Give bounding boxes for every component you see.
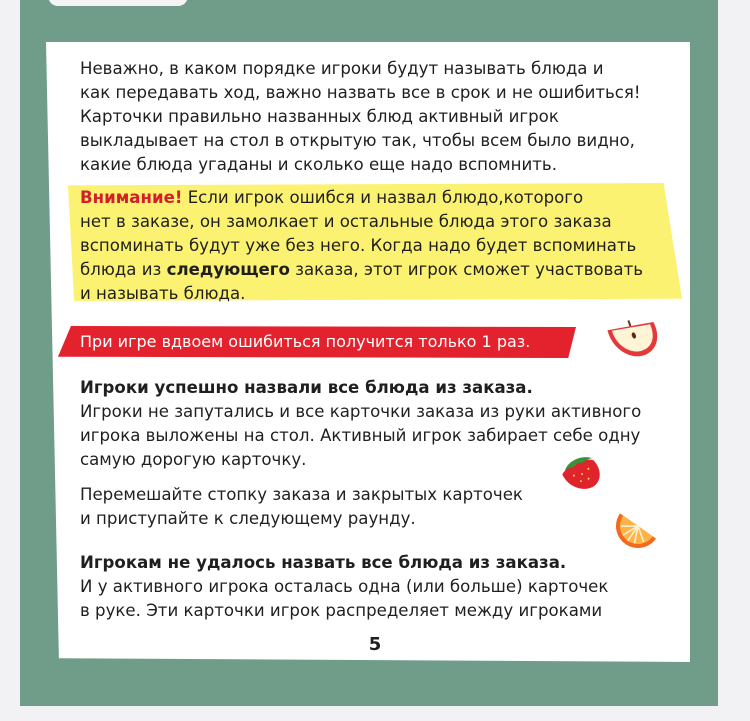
success-section: Игроки успешно назвали все блюда из заказа. Игроки не запутались и все карточки заказа из руки активного игрока выложены на стол. Активный игрок забирает себе одну самую дорогую карточку. [80,378,642,469]
next-order-emphasis: следующего [166,260,290,279]
strawberry-icon [558,452,606,496]
fail-section: Игрокам не удалось назвать все блюда из заказа. И у активного игрока осталась одна (или больше) карточек в руке. Эти карточки игрок распределяет между игроками [80,553,609,620]
fail-heading: Игрокам не удалось назвать все блюда из заказа. [80,553,567,572]
bookmark-tab [48,0,188,6]
attention-label: Внимание! [80,188,183,207]
intro-paragraph: Неважно, в каком порядке игроки будут называть блюда и как передавать ход, важно назвать все в срок и не ошибиться! Карточки правильно названных блюд активный игрок выкладывает на стол в открытую так, чтобы всем было видно, какие блюда угаданы и сколько еще надо вспомнить. [80,59,641,174]
shuffle-paragraph: Перемешайте стопку заказа и закрытых карточек и приступайте к следующему раунду. [80,485,523,528]
page-number: 5 [368,634,382,655]
success-heading: Игроки успешно назвали все блюда из заказа. [80,378,533,397]
attention-paragraph: Внимание! Если игрок ошибся и назвал блюдо,которого нет в заказе, он замолкает и остальные блюда этого заказа вспоминать будут уже без него. Когда надо будет вспоминать блюда из следующего заказа, этот игрок сможет участвовать и называть блюда. [80,188,644,303]
two-player-banner-text: При игре вдвоем ошибиться получится только 1 раз. [80,332,531,351]
apple-slice-icon [604,312,662,366]
orange-slice-icon [612,500,664,552]
